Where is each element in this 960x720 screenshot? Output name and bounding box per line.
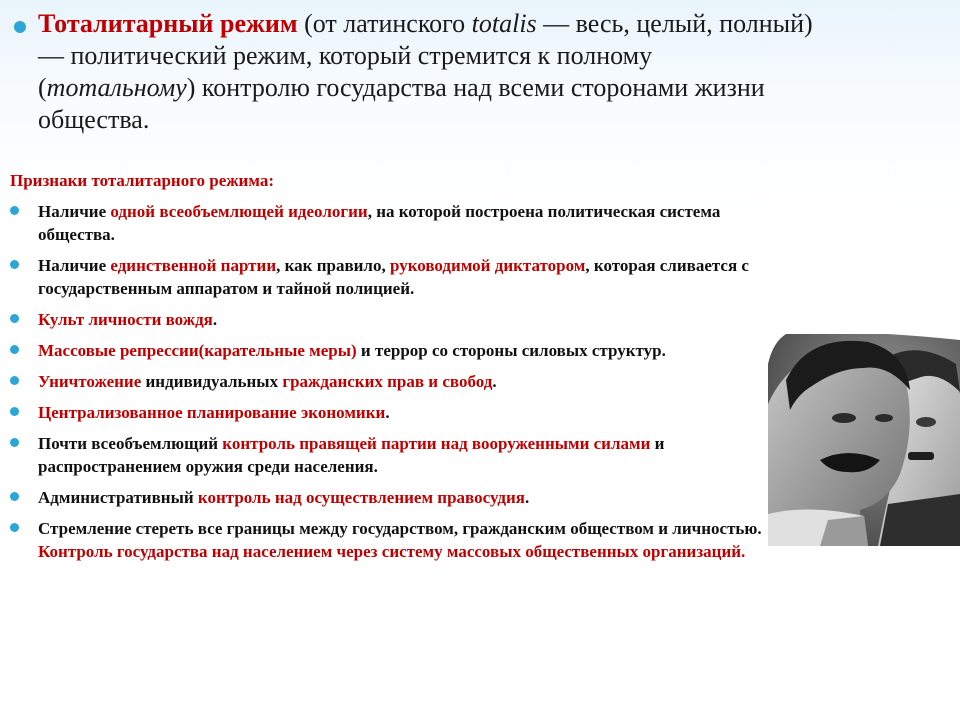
- feature-highlight: Контроль государства над населением через систему массовых общественных организаций.: [38, 542, 746, 561]
- feature-text: , на которой построена политическая система общества.: [38, 202, 721, 244]
- feature-item: [10, 517, 770, 563]
- features-list: [10, 200, 770, 571]
- portrait-image: [768, 334, 960, 546]
- bullet-icon: [10, 492, 19, 501]
- definition-part2: — весь, целый, полный) — политический режим, который стремится к полному (: [38, 9, 813, 102]
- feature-item: [10, 370, 770, 393]
- bullet-icon: [10, 260, 19, 269]
- bullet-icon: [10, 407, 19, 416]
- bullet-icon: [10, 438, 19, 447]
- total-word: тотальному: [46, 73, 187, 102]
- feature-highlight: одной всеобъемлющей идеологии: [110, 202, 368, 221]
- feature-item: [10, 432, 770, 478]
- feature-item: [10, 339, 770, 362]
- feature-highlight: Культ личности вождя: [38, 310, 213, 329]
- bullet-icon: [10, 523, 19, 532]
- feature-highlight: контроль правящей партии над вооруженными силами: [222, 434, 651, 453]
- feature-item: [10, 308, 770, 331]
- feature-text: и распространением оружия среди населения.: [38, 434, 665, 476]
- feature-text: , как правило,: [276, 256, 390, 275]
- feature-text: Стремление стереть все границы между государством, гражданским обществом и личностью.: [38, 519, 762, 538]
- feature-highlight: контроль над осуществлением правосудия: [197, 488, 525, 507]
- portrait-photo: [768, 334, 960, 546]
- bullet-icon: [10, 314, 19, 323]
- latin-word: totalis: [471, 9, 537, 38]
- features-heading: Признаки тоталитарного режима:: [10, 171, 274, 190]
- definition-paragraph: [14, 8, 814, 136]
- feature-highlight: Уничтожение: [38, 372, 142, 391]
- definition-term: Тоталитарный режим: [38, 9, 298, 38]
- feature-text: , которая сливается с государственным аппаратом и тайной полицией.: [38, 256, 749, 298]
- feature-text: Наличие: [38, 256, 111, 275]
- feature-text: .: [212, 310, 218, 329]
- feature-highlight: гражданских прав и свобод: [282, 372, 493, 391]
- feature-item: [10, 401, 770, 424]
- bullet-icon: [10, 345, 19, 354]
- feature-text: Административный: [38, 488, 198, 507]
- feature-text: .: [492, 372, 497, 391]
- feature-highlight: руководимой диктатором: [389, 256, 586, 275]
- feature-item: [10, 200, 770, 246]
- feature-highlight: Массовые репрессии(карательные меры): [38, 341, 357, 360]
- feature-item: [10, 254, 770, 300]
- feature-text: Почти всеобъемлющий: [38, 434, 223, 453]
- definition-part1: (от латинского: [297, 9, 472, 38]
- feature-highlight: Централизованное планирование экономики: [38, 403, 386, 422]
- feature-item: [10, 486, 770, 509]
- feature-text: и террор со стороны силовых структур.: [356, 341, 666, 360]
- feature-text: .: [385, 403, 390, 422]
- bullet-icon: [10, 376, 19, 385]
- bullet-icon: [10, 206, 19, 215]
- feature-text: индивидуальных: [141, 372, 283, 391]
- feature-highlight: единственной партии: [110, 256, 277, 275]
- bullet-icon: [14, 21, 26, 33]
- definition-text: [38, 8, 814, 136]
- feature-text: .: [524, 488, 530, 507]
- definition-part3: ) контролю государства над всеми сторонами жизни общества.: [38, 73, 765, 134]
- feature-text: Наличие: [38, 202, 111, 221]
